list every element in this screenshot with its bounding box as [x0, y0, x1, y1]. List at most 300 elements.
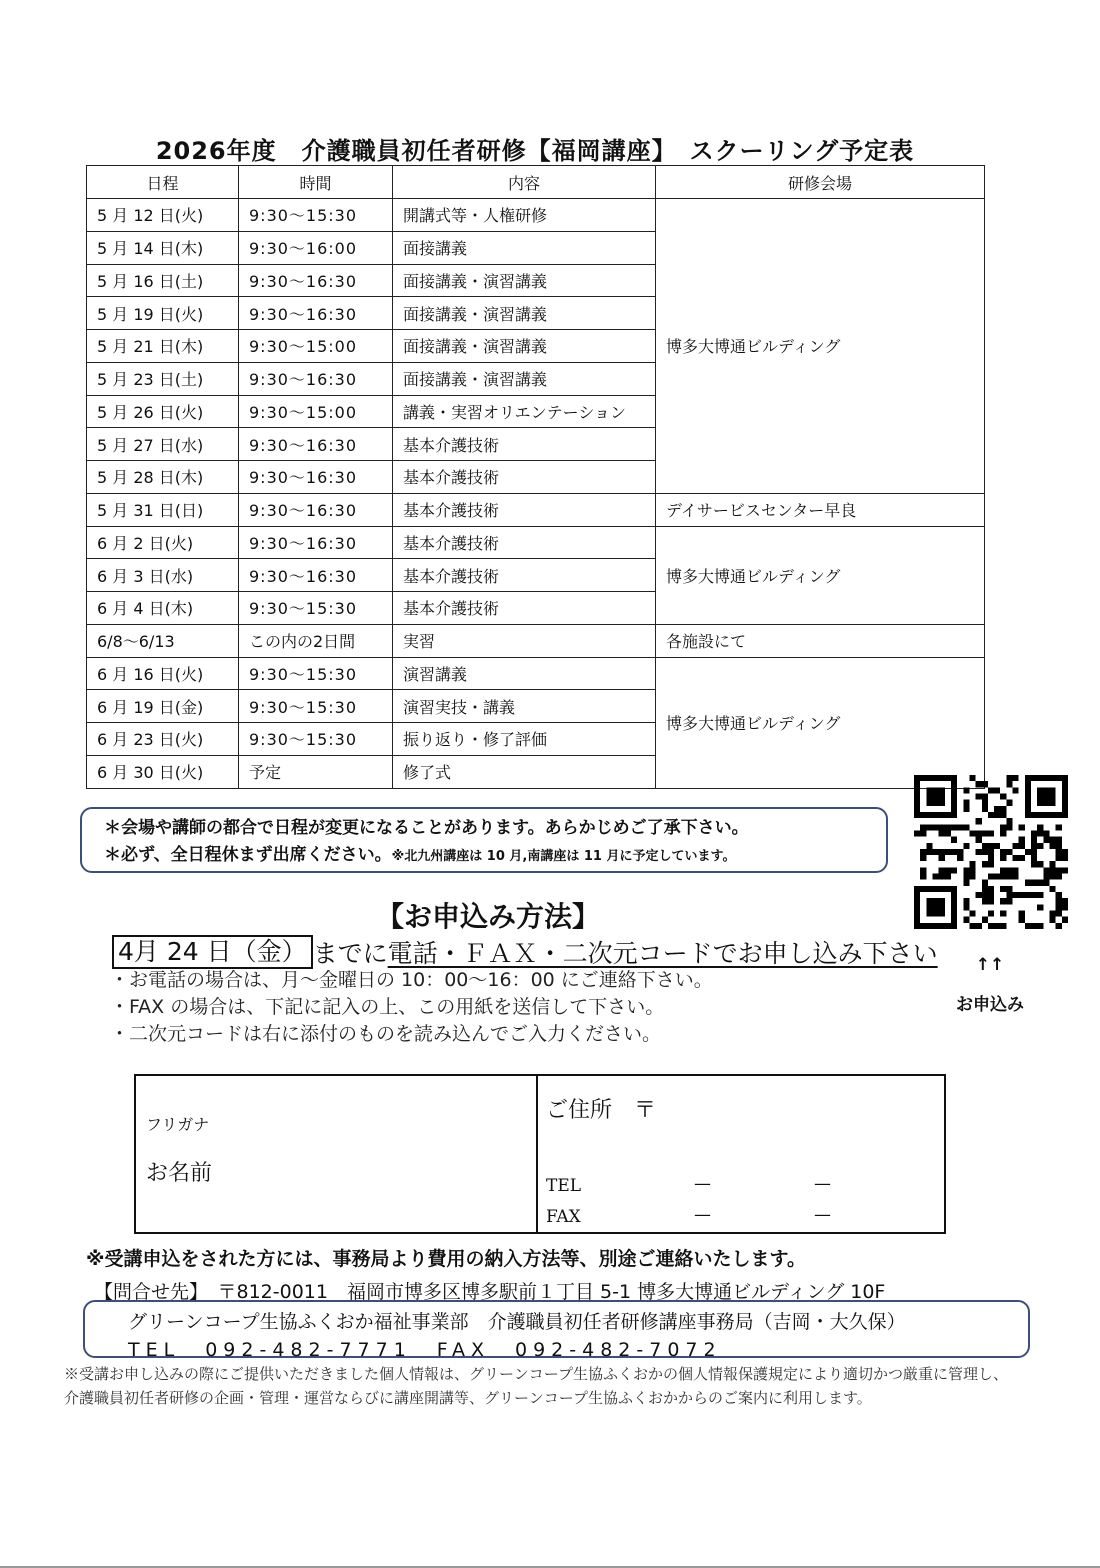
qr-module: [1000, 855, 1006, 861]
qr-module: [920, 830, 926, 836]
qr-module: [957, 849, 963, 855]
qr-module: [920, 849, 926, 855]
qr-module: [1025, 800, 1031, 806]
qr-module: [932, 824, 938, 830]
time-cell: 予定: [239, 755, 393, 788]
qr-module: [1006, 867, 1012, 873]
qr-module: [951, 812, 957, 818]
qr-module: [1050, 911, 1056, 917]
qr-module: [920, 867, 926, 873]
qr-module: [1050, 867, 1056, 873]
qr-module: [982, 793, 988, 799]
schedule-table: [86, 165, 985, 789]
header-content: 内容: [393, 166, 656, 199]
venue-cell: 博多大博通ビルディング: [656, 526, 985, 624]
qr-module: [1037, 880, 1043, 886]
qr-module: [982, 880, 988, 886]
qr-module: [1050, 843, 1056, 849]
qr-module: [1006, 886, 1012, 892]
qr-module: [976, 923, 982, 929]
qr-module: [1056, 849, 1062, 855]
date-cell: 6 月 23 日(火): [87, 723, 239, 756]
qr-module: [920, 874, 926, 880]
content-cell: 基本介護技術: [393, 526, 656, 559]
time-cell: 9:30〜16:30: [239, 297, 393, 330]
qr-module: [1050, 861, 1056, 867]
qr-module: [1037, 923, 1043, 929]
qr-module: [1043, 880, 1049, 886]
qr-module: [1056, 824, 1062, 830]
qr-module: [926, 793, 932, 799]
qr-module: [1000, 812, 1006, 818]
notice-line-2: [104, 842, 886, 870]
qr-module: [1019, 911, 1025, 917]
qr-module: [1006, 775, 1012, 781]
qr-module: [920, 775, 926, 781]
qr-module: [932, 775, 938, 781]
qr-module: [1000, 886, 1006, 892]
qr-module: [969, 775, 975, 781]
qr-module: [1062, 781, 1068, 787]
deadline-text-2: 電話・ＦＡＸ・二次元コードでお申し込み下さい: [387, 939, 938, 968]
date-cell: 5 月 23 日(土): [87, 362, 239, 395]
header-time: 時間: [239, 166, 393, 199]
qr-module: [945, 867, 951, 873]
qr-module: [939, 793, 945, 799]
qr-module: [1037, 892, 1043, 898]
qr-module: [982, 843, 988, 849]
qr-module: [1006, 898, 1012, 904]
qr-module: [926, 812, 932, 818]
qr-module: [1056, 892, 1062, 898]
qr-module: [939, 812, 945, 818]
date-cell: 5 月 16 日(土): [87, 264, 239, 297]
qr-module: [1025, 781, 1031, 787]
qr-module: [914, 787, 920, 793]
qr-module: [1013, 787, 1019, 793]
qr-module: [1050, 787, 1056, 793]
qr-module: [1050, 800, 1056, 806]
qr-module: [1056, 867, 1062, 873]
qr-module: [1025, 923, 1031, 929]
qr-module: [1000, 806, 1006, 812]
notice-line-1: ＊会場や講師の都合で日程が変更になることがあります。あらかじめご了承下さい。: [104, 818, 749, 838]
qr-module: [963, 867, 969, 873]
notice-box: [80, 807, 888, 873]
date-cell: 6 月 4 日(木): [87, 592, 239, 625]
content-cell: 修了式: [393, 755, 656, 788]
time-cell: 9:30〜15:30: [239, 199, 393, 232]
qr-module: [976, 837, 982, 843]
qr-module: [1006, 818, 1012, 824]
qr-module: [926, 824, 932, 830]
qr-module: [988, 787, 994, 793]
qr-module: [1031, 849, 1037, 855]
qr-module: [1056, 923, 1062, 929]
qr-module: [988, 923, 994, 929]
qr-module: [982, 849, 988, 855]
qr-module: [920, 824, 926, 830]
qr-module: [1013, 855, 1019, 861]
qr-module: [1056, 843, 1062, 849]
qr-module: [1000, 874, 1006, 880]
qr-module: [1000, 793, 1006, 799]
qr-module: [920, 855, 926, 861]
fax-dash-1: —: [694, 1205, 711, 1225]
qr-module: [1031, 892, 1037, 898]
qr-module: [994, 812, 1000, 818]
table-row: [87, 657, 985, 690]
qr-module: [976, 849, 982, 855]
content-cell: 基本介護技術: [393, 559, 656, 592]
qr-module: [951, 787, 957, 793]
time-cell: 9:30〜15:30: [239, 657, 393, 690]
qr-module: [1019, 843, 1025, 849]
content-cell: 実習: [393, 624, 656, 657]
time-cell: 9:30〜15:30: [239, 723, 393, 756]
qr-module: [914, 806, 920, 812]
qr-module: [1031, 923, 1037, 929]
qr-module: [1043, 800, 1049, 806]
time-cell: この内の2日間: [239, 624, 393, 657]
qr-module: [945, 886, 951, 892]
qr-module: [1056, 904, 1062, 910]
time-cell: 9:30〜16:30: [239, 428, 393, 461]
qr-module: [963, 800, 969, 806]
qr-module: [969, 830, 975, 836]
date-cell: 5 月 27 日(水): [87, 428, 239, 461]
list-item: ・二次元コードは右に添付のものを読み込んでご入力ください。: [110, 1023, 662, 1045]
time-cell: 9:30〜15:00: [239, 395, 393, 428]
apply-heading: 【お申込み方法】: [375, 900, 600, 933]
qr-module: [1025, 892, 1031, 898]
name-label[interactable]: お名前: [146, 1161, 213, 1186]
qr-module: [1031, 812, 1037, 818]
qr-module: [914, 800, 920, 806]
qr-module: [1043, 867, 1049, 873]
qr-module: [914, 886, 920, 892]
qr-module: [1056, 775, 1062, 781]
qr-module: [976, 793, 982, 799]
date-cell: 6 月 2 日(火): [87, 526, 239, 559]
qr-module: [963, 824, 969, 830]
qr-module: [1037, 800, 1043, 806]
date-cell: 6/8〜6/13: [87, 624, 239, 657]
time-cell: 9:30〜16:30: [239, 461, 393, 494]
qr-module: [932, 874, 938, 880]
qr-module: [920, 812, 926, 818]
content-cell: 基本介護技術: [393, 493, 656, 526]
qr-module: [994, 843, 1000, 849]
qr-module: [1019, 824, 1025, 830]
qr-module: [982, 917, 988, 923]
qr-module: [1050, 837, 1056, 843]
qr-module: [1050, 793, 1056, 799]
deadline-line: [112, 934, 938, 970]
qr-module: [976, 830, 982, 836]
qr-module: [945, 775, 951, 781]
qr-module: [1000, 849, 1006, 855]
date-cell: 6 月 16 日(火): [87, 657, 239, 690]
content-cell: 面接講義・演習講義: [393, 330, 656, 363]
qr-module: [914, 781, 920, 787]
qr-module: [926, 843, 932, 849]
qr-module: [969, 867, 975, 873]
qr-module: [988, 843, 994, 849]
venue-cell: 博多大博通ビルディング: [656, 199, 985, 494]
tel-label[interactable]: TEL: [546, 1176, 582, 1196]
qr-module: [1037, 787, 1043, 793]
qr-module: [1013, 892, 1019, 898]
qr-module: [932, 787, 938, 793]
list-item: ・FAX の場合は、下記に記入の上、この用紙を送信して下さい。: [110, 996, 665, 1018]
time-cell: 9:30〜16:30: [239, 264, 393, 297]
qr-module: [988, 911, 994, 917]
qr-module: [939, 867, 945, 873]
qr-module: [1043, 793, 1049, 799]
qr-module: [951, 806, 957, 812]
qr-module: [1006, 874, 1012, 880]
table-row: [87, 199, 985, 232]
qr-module: [1013, 775, 1019, 781]
qr-module: [1037, 830, 1043, 836]
header-venue: 研修会場: [656, 166, 985, 199]
qr-module: [1000, 830, 1006, 836]
qr-module: [951, 781, 957, 787]
qr-module: [1031, 830, 1037, 836]
qr-module: [1062, 917, 1068, 923]
qr-module: [1043, 837, 1049, 843]
qr-module: [939, 824, 945, 830]
deadline-text-1: までに: [312, 939, 388, 968]
deadline-date: 4月 24 日（金）: [112, 935, 313, 969]
header-date: 日程: [87, 166, 239, 199]
notice-line-2-small: ※北九州講座は 10 月,南講座は 11 月に予定しています。: [391, 849, 736, 864]
qr-module: [988, 855, 994, 861]
qr-module: [932, 849, 938, 855]
qr-module: [939, 849, 945, 855]
date-cell: 6 月 30 日(火): [87, 755, 239, 788]
qr-module: [1025, 787, 1031, 793]
qr-module: [951, 775, 957, 781]
qr-module: [951, 824, 957, 830]
qr-module: [1031, 861, 1037, 867]
qr-module: [988, 886, 994, 892]
qr-module: [994, 874, 1000, 880]
time-cell: 9:30〜15:30: [239, 690, 393, 723]
qr-module: [963, 806, 969, 812]
qr-module: [1062, 775, 1068, 781]
qr-module: [945, 824, 951, 830]
qr-module: [1031, 880, 1037, 886]
content-cell: 基本介護技術: [393, 461, 656, 494]
qr-module: [1025, 880, 1031, 886]
furigana-label: フリガナ: [146, 1115, 210, 1134]
qr-module: [1006, 781, 1012, 787]
date-cell: 5 月 21 日(木): [87, 330, 239, 363]
qr-module: [1050, 917, 1056, 923]
qr-module: [963, 874, 969, 880]
qr-module: [951, 800, 957, 806]
contact-tel-fax: TEL 092-482-7771 FAX 092-482-7072: [128, 1339, 722, 1361]
content-cell: 面接講義・演習講義: [393, 297, 656, 330]
list-item: ・お電話の場合は、月〜金曜日の 10：00〜16：00 にご連絡下さい。: [110, 969, 713, 991]
qr-module: [1019, 892, 1025, 898]
qr-module: [976, 892, 982, 898]
qr-module: [982, 800, 988, 806]
table-row: [87, 624, 985, 657]
content-cell: 面接講義: [393, 231, 656, 264]
time-cell: 9:30〜16:30: [239, 493, 393, 526]
qr-module: [951, 837, 957, 843]
date-cell: 6 月 3 日(水): [87, 559, 239, 592]
qr-module: [1025, 806, 1031, 812]
qr-module: [951, 793, 957, 799]
qr-module: [1025, 775, 1031, 781]
table-header-row: [87, 166, 985, 199]
qr-module: [914, 812, 920, 818]
qr-module: [1013, 843, 1019, 849]
qr-module: [926, 886, 932, 892]
qr-module: [1006, 824, 1012, 830]
qr-module: [957, 855, 963, 861]
qr-module: [945, 849, 951, 855]
qr-module: [914, 793, 920, 799]
qr-module: [963, 787, 969, 793]
qr-module: [1019, 837, 1025, 843]
qr-module: [976, 781, 982, 787]
qr-module: [1062, 812, 1068, 818]
qr-module: [1062, 898, 1068, 904]
qr-module: [1056, 837, 1062, 843]
qr-module: [1062, 806, 1068, 812]
qr-module: [1043, 874, 1049, 880]
qr-module: [932, 812, 938, 818]
qr-module: [1013, 874, 1019, 880]
qr-module: [982, 861, 988, 867]
qr-module: [1050, 886, 1056, 892]
privacy-note: ※受講お申し込みの際にご提供いただきました個人情報は、グリーンコープ生協ふくおかの個人情報保護規定により適切かつ厳重に管理し、介護職員初任者研修の企画・管理・運営ならびに講座開講等、グリーンコープ生協ふくおかからのご案内に利用します。: [64, 1365, 1008, 1407]
qr-module: [1025, 849, 1031, 855]
qr-module: [951, 849, 957, 855]
qr-module: [945, 874, 951, 880]
qr-module: [1006, 800, 1012, 806]
qr-apply-label: お申込み: [956, 995, 1024, 1015]
qr-module: [1031, 775, 1037, 781]
qr-module: [1043, 830, 1049, 836]
venue-cell: 各施設にて: [656, 624, 985, 657]
qr-module: [951, 886, 957, 892]
qr-module: [914, 830, 920, 836]
qr-module: [1056, 898, 1062, 904]
qr-module: [963, 880, 969, 886]
venue-cell: 博多大博通ビルディング: [656, 657, 985, 788]
qr-module: [1062, 800, 1068, 806]
date-cell: 5 月 26 日(火): [87, 395, 239, 428]
qr-module: [939, 830, 945, 836]
qr-module: [932, 800, 938, 806]
qr-module: [1062, 867, 1068, 873]
page-title: 2026年度 介護職員初任者研修【福岡講座】 スクーリング予定表: [155, 137, 915, 165]
table-row: [87, 526, 985, 559]
qr-module: [1000, 867, 1006, 873]
qr-module: [926, 800, 932, 806]
content-cell: 演習講義: [393, 657, 656, 690]
qr-module: [939, 874, 945, 880]
qr-module: [1043, 787, 1049, 793]
address-label[interactable]: ご住所 〒: [546, 1098, 657, 1123]
form-divider: [536, 1074, 538, 1234]
fee-note: ※受講申込をされた方には、事務局より費用の納入方法等、別途ご連絡いたします。: [86, 1248, 806, 1270]
qr-module: [1062, 787, 1068, 793]
qr-module: [939, 787, 945, 793]
qr-module: [1037, 793, 1043, 799]
date-cell: 6 月 19 日(金): [87, 690, 239, 723]
qr-module: [982, 806, 988, 812]
contact-organization: グリーンコープ生協ふくおか福祉事業部 介護職員初任者研修講座事務局（吉岡・大久保）: [128, 1311, 906, 1333]
qr-module: [1062, 849, 1068, 855]
qr-module: [963, 843, 969, 849]
qr-module: [1025, 793, 1031, 799]
qr-module: [969, 874, 975, 880]
qr-module: [988, 892, 994, 898]
tel-dash-2: —: [814, 1174, 831, 1194]
time-cell: 9:30〜16:30: [239, 559, 393, 592]
qr-module: [1056, 855, 1062, 861]
content-cell: 講義・実習オリエンテーション: [393, 395, 656, 428]
date-cell: 5 月 12 日(火): [87, 199, 239, 232]
qr-module: [939, 886, 945, 892]
qr-module: [1000, 824, 1006, 830]
time-cell: 9:30〜16:30: [239, 362, 393, 395]
qr-module: [1025, 812, 1031, 818]
qr-module: [926, 787, 932, 793]
qr-module: [932, 886, 938, 892]
qr-module: [1062, 793, 1068, 799]
qr-module: [988, 874, 994, 880]
qr-module: [1031, 855, 1037, 861]
qr-module: [982, 892, 988, 898]
time-cell: 9:30〜16:30: [239, 526, 393, 559]
qr-module: [945, 830, 951, 836]
qr-module: [988, 812, 994, 818]
time-cell: 9:30〜15:00: [239, 330, 393, 363]
content-cell: 演習実技・講義: [393, 690, 656, 723]
qr-module: [1062, 855, 1068, 861]
qr-module: [926, 775, 932, 781]
qr-module: [939, 775, 945, 781]
qr-module: [932, 793, 938, 799]
apply-method-list: [110, 967, 713, 1048]
qr-module: [1037, 904, 1043, 910]
qr-module: [1062, 904, 1068, 910]
qr-module: [1019, 855, 1025, 861]
qr-module: [1000, 898, 1006, 904]
table-row: [87, 493, 985, 526]
qr-module: [994, 806, 1000, 812]
qr-module: [1056, 874, 1062, 880]
content-cell: 開講式等・人権研修: [393, 199, 656, 232]
qr-module: [982, 781, 988, 787]
qr-module: [1037, 861, 1043, 867]
contact-address: 【問合せ先】 〒812-0011 福岡市博多区博多駅前１丁目 5-1 博多大博通ビルディング 10F: [94, 1281, 886, 1303]
date-cell: 5 月 28 日(木): [87, 461, 239, 494]
qr-module: [994, 923, 1000, 929]
qr-module: [945, 812, 951, 818]
qr-module: [982, 898, 988, 904]
time-cell: 9:30〜15:30: [239, 592, 393, 625]
fax-label[interactable]: FAX: [546, 1207, 581, 1227]
